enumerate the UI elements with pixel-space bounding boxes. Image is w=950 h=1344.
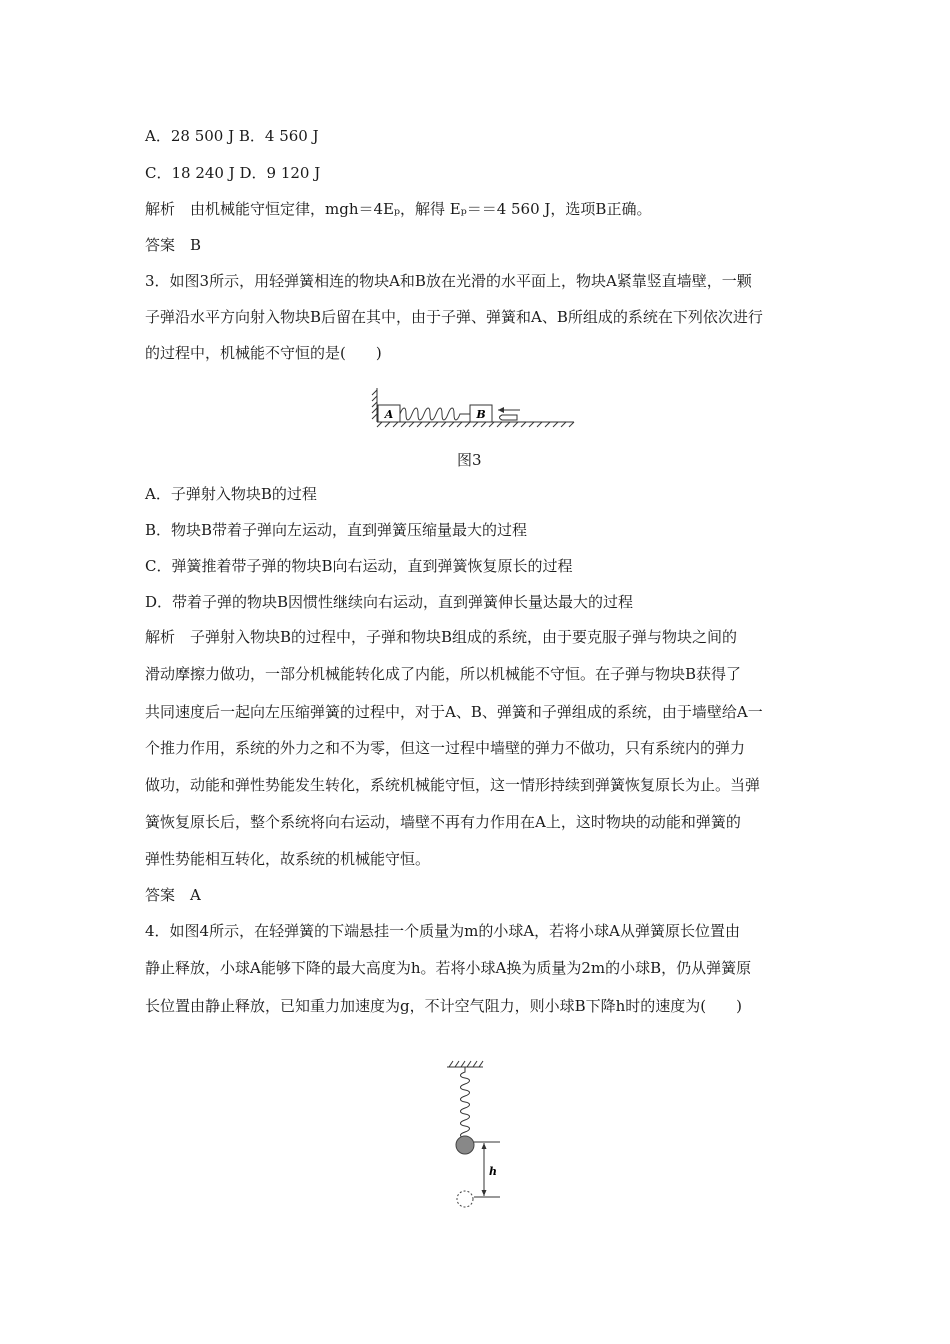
q3-option-d: D．带着子弹的物块B因惯性继续向右运动，直到弹簧伸长量达最大的过程 [145,593,634,611]
q3-option-b: B．物块B带着子弹向左运动，直到弹簧压缩量最大的过程 [145,521,528,539]
spring [400,408,470,420]
figure-3-caption: 图3 [457,451,482,469]
q3-option-a: A．子弹射入物块B的过程 [145,485,317,503]
q2-options-line-2: C．18 240 J D．9 120 J [145,164,321,182]
q3-option-c: C．弹簧推着带子弹的物块B向右运动，直到弹簧恢复原长的过程 [145,557,573,575]
height-label: h [489,1165,497,1178]
q3-stem-line-3: 的过程中，机械能不守恒的是( ) [145,344,382,362]
arrow-up-icon [482,1143,487,1149]
figure-4-hanging-spring [440,1058,510,1208]
q4-stem-line-2: 静止释放，小球A能够下降的最大高度为h。若将小球A换为质量为2m的小球B，仍从弹簧原 [145,959,752,977]
figure-3-spring-blocks [370,384,580,434]
q4-stem-line-1: 4．如图4所示，在轻弹簧的下端悬挂一个质量为m的小球A，若将小球A从弹簧原长位置由 [145,922,740,940]
q4-stem-line-3: 长位置由静止释放，已知重力加速度为g，不计空气阻力，则小球B下降h时的速度为( ) [145,997,742,1015]
q3-analysis-line-3: 共同速度后一起向左压缩弹簧的过程中，对于A、B、弹簧和子弹组成的系统，由于墙壁给A一 [145,703,763,721]
q3-analysis-line-7: 弹性势能相互转化，故系统的机械能守恒。 [145,850,431,868]
block-b-label: B [476,408,486,421]
q3-analysis-line-5: 做功，动能和弹性势能发生转化，系统机械能守恒，这一情形持续到弹簧恢复原长为止。当弹 [145,776,761,794]
q3-analysis-line-2: 滑动摩擦力做功，一部分机械能转化成了内能，所以机械能不守恒。在子弹与物块B获得了 [145,665,742,683]
q2-analysis: 解析 由机械能守恒定律，mgh＝4Eₚ，解得 Eₚ＝＝4 560 J，选项B正确。 [145,200,652,218]
q3-stem-line-2: 子弹沿水平方向射入物块B后留在其中，由于子弹、弹簧和A、B所组成的系统在下列依次进行 [145,308,763,326]
block-a-label: A [384,408,394,421]
ball-a [456,1136,474,1154]
spring [461,1067,470,1144]
q3-stem-line-1: 3．如图3所示，用轻弹簧相连的物块A和B放在光滑的水平面上，物块A紧靠竖直墙壁，一颗 [145,272,752,290]
bullet [500,415,518,420]
q3-analysis-line-4: 个推力作用，系统的外力之和不为零，但这一过程中墙壁的弹力不做功，只有系统内的弹力 [145,739,746,757]
q3-analysis-line-1: 解析 子弹射入物块B的过程中，子弹和物块B组成的系统，由于要克服子弹与物块之间的 [145,628,738,646]
q3-analysis-line-6: 簧恢复原长后，整个系统将向右运动，墙壁不再有力作用在A上，这时物块的动能和弹簧的 [145,813,741,831]
arrow-head-icon [498,407,504,413]
q2-options-line-1: A．28 500 J B．4 560 J [145,127,319,145]
arrow-down-icon [482,1190,487,1196]
ball-lower-position [457,1191,473,1207]
q2-answer: 答案 B [145,236,202,254]
q3-answer: 答案 A [145,886,201,904]
